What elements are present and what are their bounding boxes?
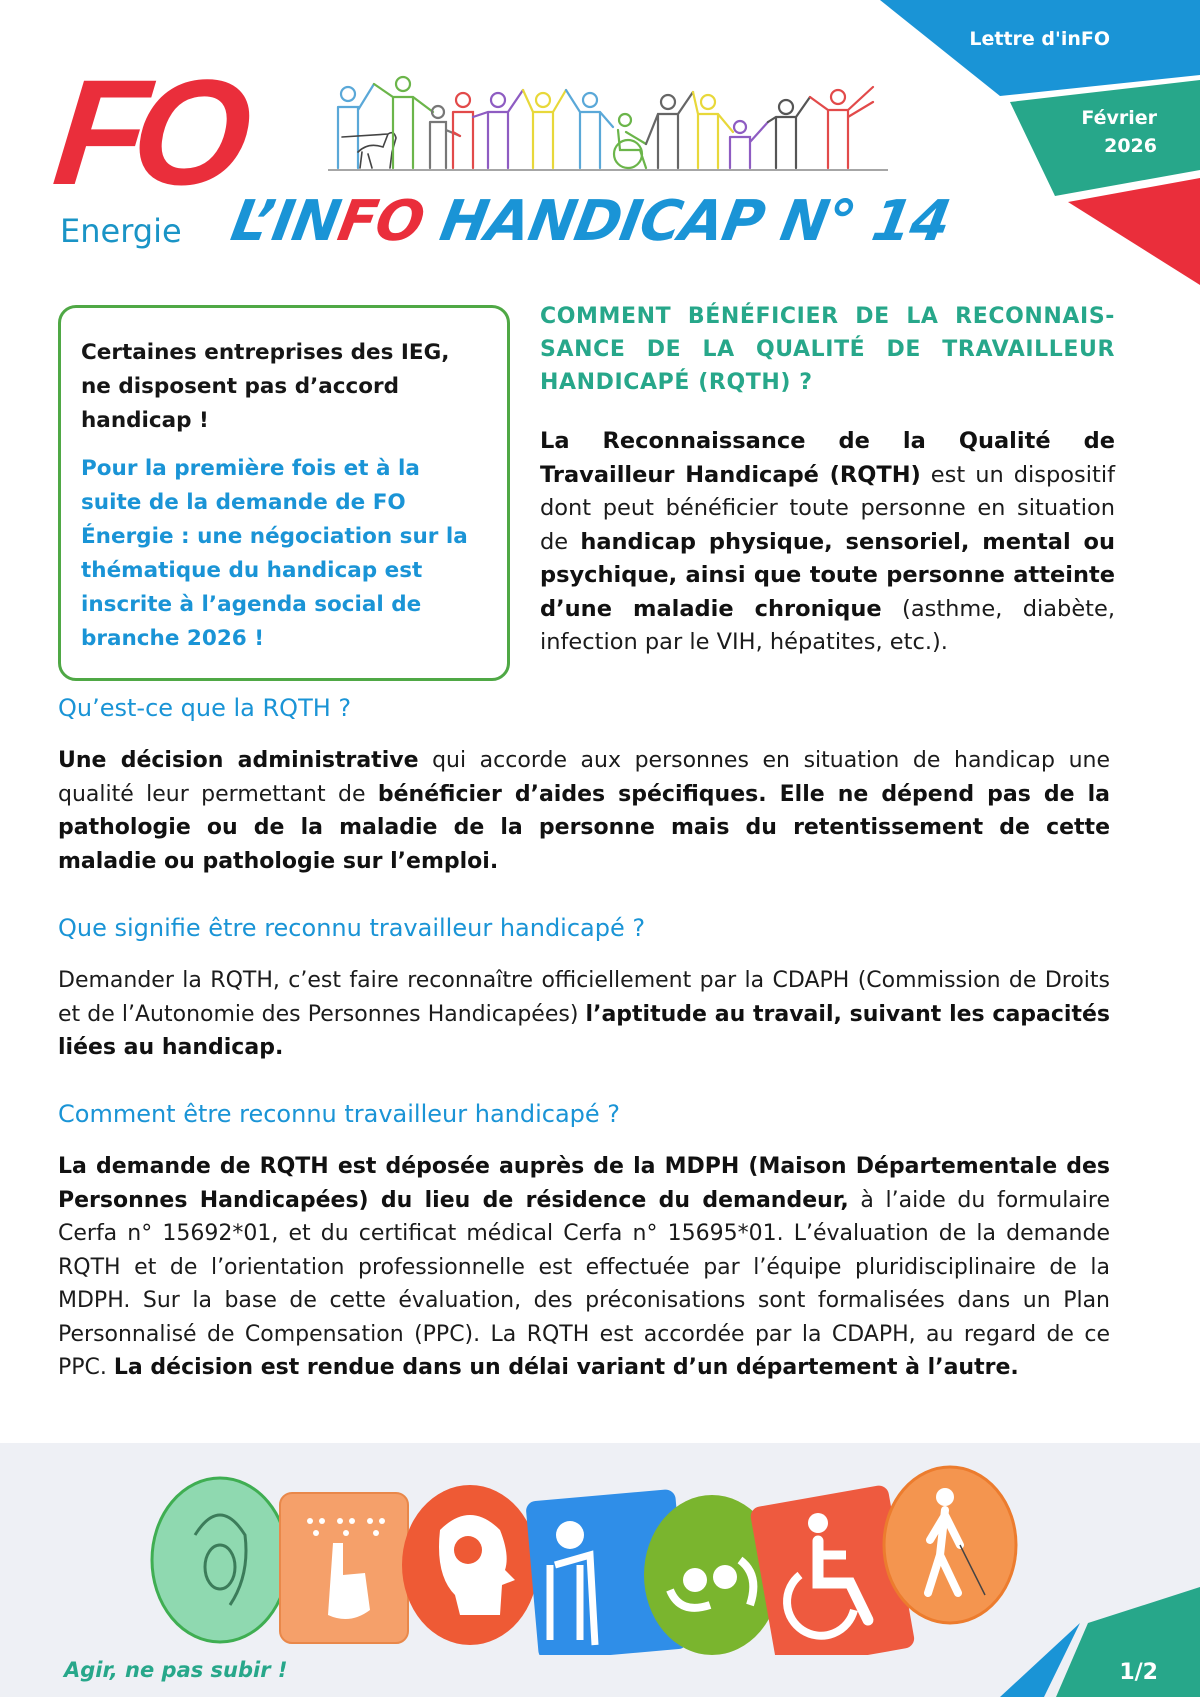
bold-text: La décision est rendue dans un délai variant d’un département à l’autre. (113, 1355, 1019, 1380)
slogan: Agir, ne pas subir ! (64, 1658, 288, 1682)
intro-bold-1: La Reconnaissance de la Qualité de Travailleur Handicapé (RQTH) (540, 428, 1115, 488)
section-how-to (58, 1098, 1110, 1385)
braille-touch-icon (280, 1493, 408, 1643)
title-fo: FO (333, 189, 429, 254)
page-corner-decoration (1000, 1557, 1200, 1697)
issue-year: 2026 (1104, 135, 1157, 157)
title-suffix: HANDICAP N° 14 (416, 189, 955, 254)
page-number: 1/2 (1119, 1660, 1158, 1685)
intro-heading: COMMENT BÉNÉFICIER DE LA RECONNAIS-SANCE DE LA QUALITÉ DE TRAVAILLEUR HANDICAPÉ (RQTH) ? (540, 304, 1115, 395)
cognitive-disability-icon (402, 1485, 538, 1645)
intro-text-2: (asthme, diabète, infection par le VIH, hépatites, etc.). (540, 595, 1115, 655)
intro-column (540, 300, 1115, 660)
section-heading: Qu’est-ce que la RQTH ? (58, 694, 352, 722)
bold-text: Une décision administrative (58, 748, 419, 773)
section-paragraph (58, 1150, 1110, 1385)
bold-text: La demande de RQTH est déposée auprès de la MDPH (Maison Départementale des Personnes Handicapées) du lieu de résidence du demandeur, (58, 1154, 1110, 1213)
blind-cane-icon (884, 1467, 1016, 1623)
bold-text: bénéficier d’aides spécifiques. Elle ne dépend pas de la pathologie ou de la maladie de la personne mais du retentissement de cette maladie ou pathologie sur l’emploi. (58, 781, 1111, 874)
intro-text-1: est un dispositif dont peut bénéficier toute personne en situation de (540, 461, 1115, 555)
callout-statement: Certaines entreprises des IEG, ne disposent pas d’accord handicap ! (81, 340, 450, 433)
disability-icons-banner (150, 1455, 1030, 1655)
bold-text: l’aptitude au travail, suivant les capacités liées au handicap. (58, 1001, 1110, 1060)
section-paragraph (58, 744, 1110, 878)
newsletter-badge: Lettre d'inFO (969, 28, 1110, 50)
page-title (226, 190, 954, 254)
intro-paragraph (540, 425, 1115, 660)
callout-box (58, 305, 510, 681)
body-text: qui accorde aux personnes en situation de handicap une qualité leur permettant de (58, 748, 1110, 807)
title-prefix: L’IN (226, 189, 345, 254)
energie-logo-text: Energie (60, 212, 182, 250)
section-meaning (58, 912, 1110, 1065)
fo-logo: FO (47, 48, 246, 216)
body-text: Demander la RQTH, c’est faire reconnaître officiellement par la CDAPH (Commission de Droits et de l’Autonomie des Personnes Handicapées) (58, 968, 1110, 1027)
issue-date (1081, 104, 1157, 160)
body-text: à l’aide du formulaire Cerfa n° 15692*01, et du certificat médical Cerfa n° 15695*01. L’évaluation de la demande RQTH et de l’orientation professionnelle est effectuée par l’équipe pluridisciplinaire de la MDPH. Sur la base de cette évaluation, des préconisations sont formalisées dans un Plan Personnalisé de Compensation (PPC). La RQTH est accordée par la CDAPH, au regard de ce PPC. (58, 1187, 1110, 1380)
section-what-is-rqth (58, 692, 1110, 878)
section-heading: Comment être reconnu travailleur handicapé ? (58, 1100, 621, 1128)
hearing-impairment-icon (152, 1478, 288, 1642)
intro-bold-2: handicap physique, sensoriel, mental ou psychique, ainsi que toute personne atteinte d’une maladie chronique (540, 528, 1116, 622)
people-holding-hands-illustration (328, 72, 888, 172)
callout-announcement: Pour la première fois et à la suite de la demande de FO Énergie : une négociation sur la thématique du handicap est inscrite à l’agenda social de branche 2026 ! (81, 456, 468, 651)
issue-month: Février (1081, 107, 1157, 129)
section-heading: Que signifie être reconnu travailleur handicapé ? (58, 914, 646, 942)
section-paragraph (58, 964, 1110, 1065)
